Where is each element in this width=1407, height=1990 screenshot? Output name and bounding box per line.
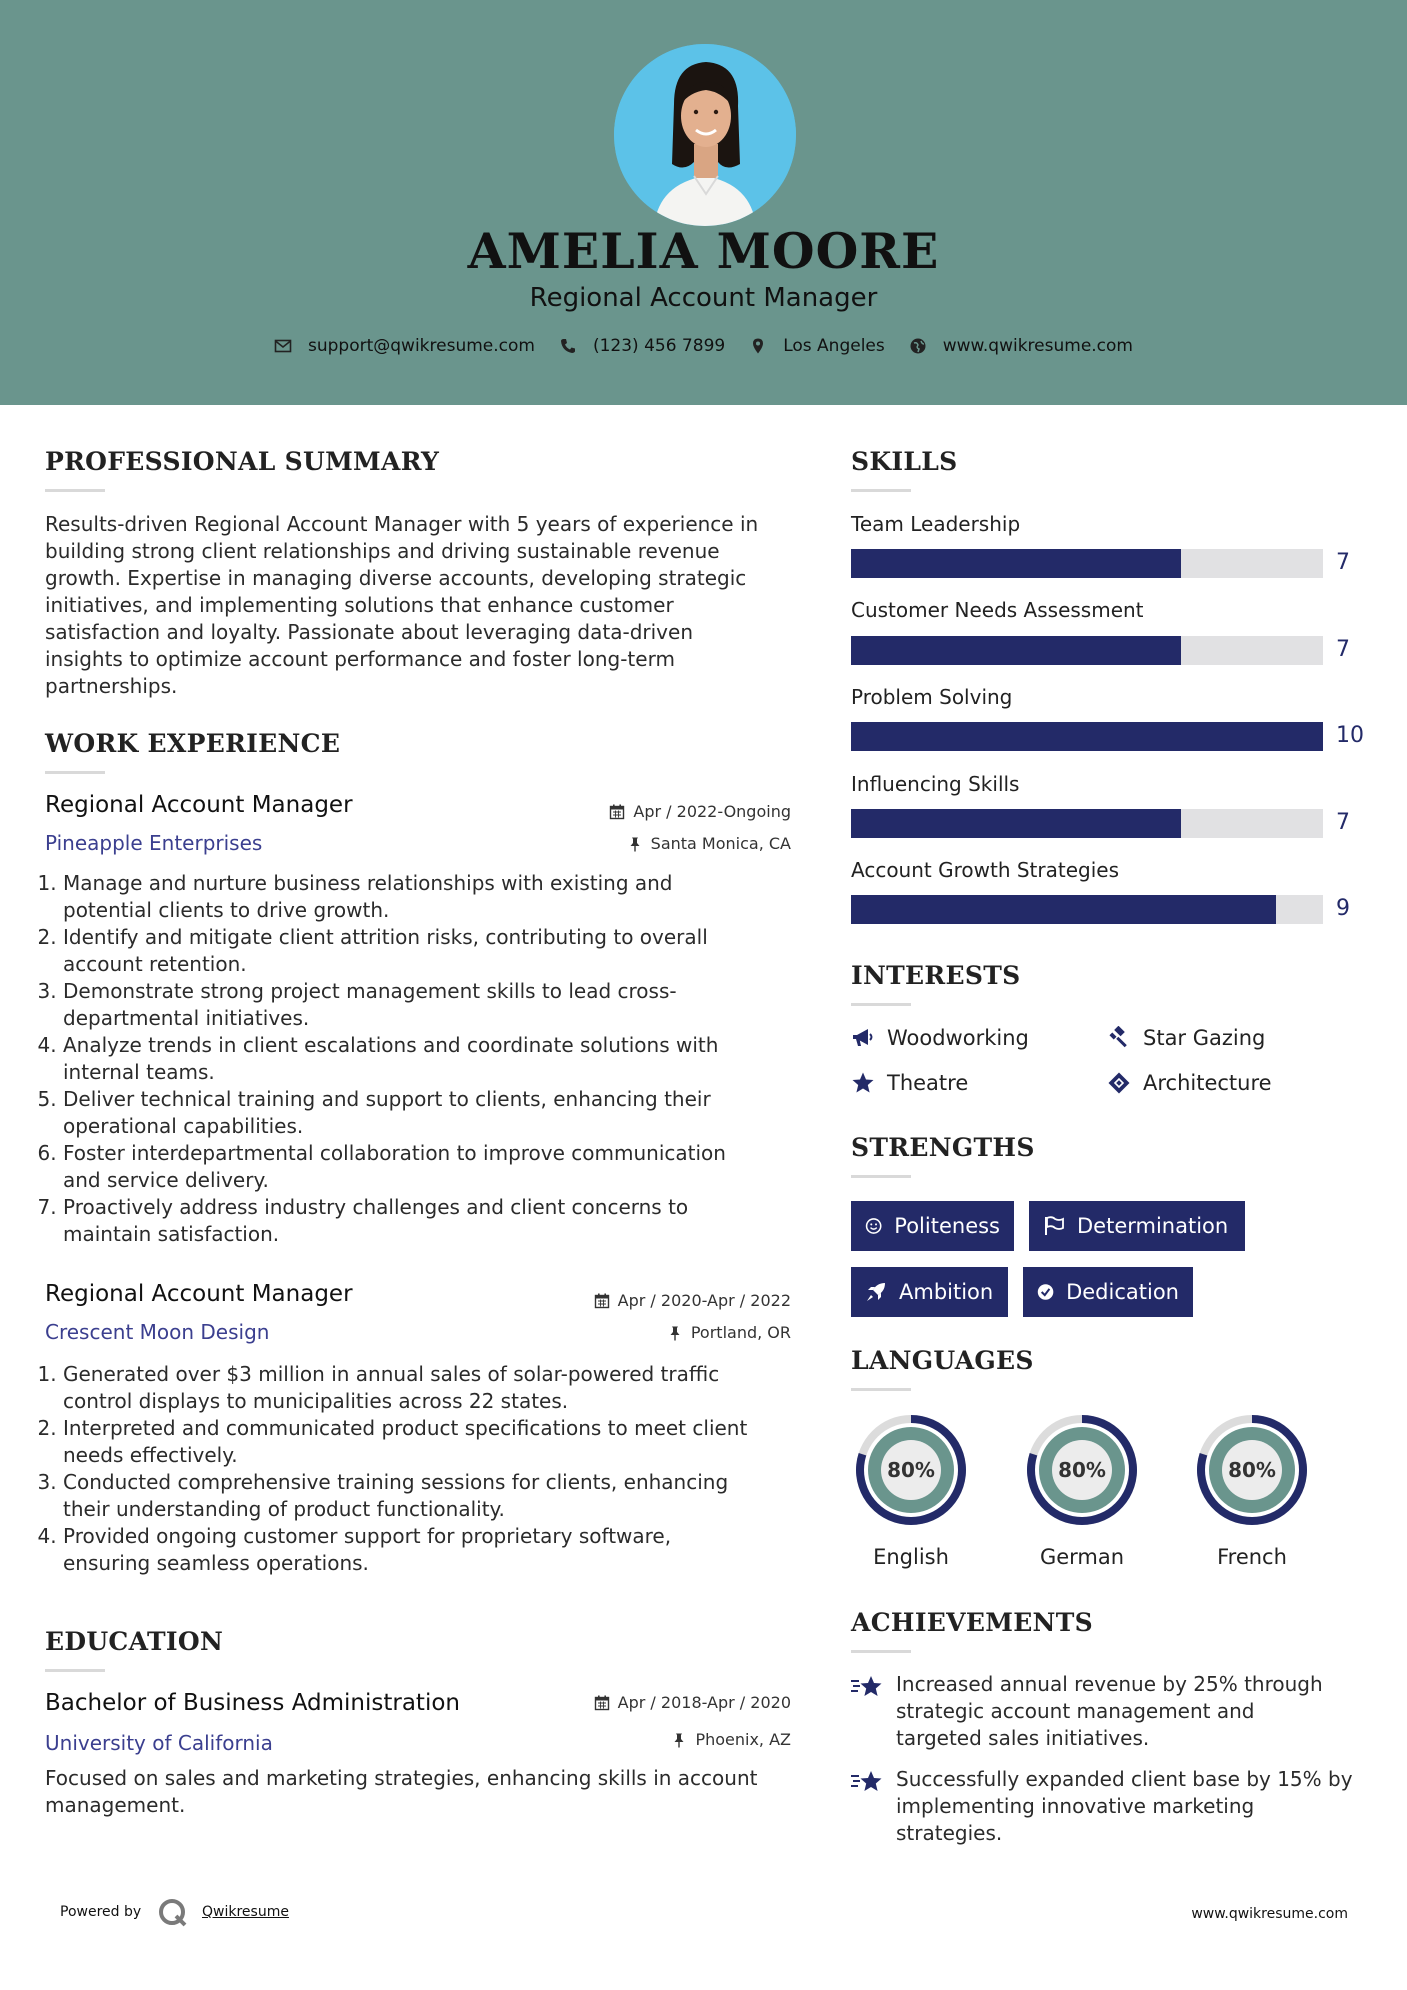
qwikresume-logo-icon[interactable] xyxy=(157,1897,189,1929)
language-gauge-graphic xyxy=(849,1408,973,1532)
summary-heading: PROFESSIONAL SUMMARY xyxy=(45,447,440,476)
skill-value: 9 xyxy=(1336,896,1350,921)
strengths-heading-rule xyxy=(851,1175,911,1178)
skill-label: Customer Needs Assessment xyxy=(851,598,1144,622)
job-location-text: Portland, OR xyxy=(690,1323,791,1342)
skill-value: 7 xyxy=(1336,810,1350,835)
contact-website[interactable] xyxy=(909,336,1133,356)
envelope-icon xyxy=(274,337,292,355)
skill-bar-fill xyxy=(851,809,1181,838)
smile-icon xyxy=(865,1215,882,1237)
language-percent: 80% xyxy=(1228,1458,1276,1482)
education-location xyxy=(500,1730,791,1749)
star-icon xyxy=(851,1071,875,1095)
duty-line: Analyze trends in client escalations and coordinate solutions with xyxy=(63,1033,719,1057)
interest-item xyxy=(1107,1071,1272,1095)
education-line: Focused on sales and marketing strategies, enhancing skills in account xyxy=(45,1766,758,1790)
interest-item xyxy=(1107,1026,1265,1050)
resume-header xyxy=(0,0,1407,405)
job-dates-text: Apr / 2020-Apr / 2022 xyxy=(617,1291,791,1310)
education-description xyxy=(45,1765,805,1819)
map-pin-icon xyxy=(749,337,767,355)
list-item xyxy=(63,870,805,924)
skills-heading: SKILLS xyxy=(851,447,958,476)
summary-line: growth. Expertise in managing diverse accounts, developing strategic xyxy=(45,566,747,590)
language-label: German xyxy=(1039,1545,1125,1569)
education-dates-text: Apr / 2018-Apr / 2020 xyxy=(617,1693,791,1712)
footer-url[interactable]: www.qwikresume.com xyxy=(1191,1906,1348,1922)
strength-badge xyxy=(1023,1267,1193,1317)
skill-bar xyxy=(851,809,1323,838)
shooting-star-icon xyxy=(850,1672,884,1702)
interest-item xyxy=(851,1026,1029,1050)
interest-label: Woodworking xyxy=(887,1026,1029,1050)
language-label: French xyxy=(1217,1545,1287,1569)
education-heading: EDUCATION xyxy=(45,1627,224,1656)
achievements-heading-rule xyxy=(851,1650,911,1653)
pushpin-icon xyxy=(667,1325,683,1341)
strength-badge xyxy=(851,1267,1008,1317)
languages-heading: LANGUAGES xyxy=(851,1346,1034,1375)
duty-line: ensuring seamless operations. xyxy=(63,1551,369,1575)
duty-line: Deliver technical training and support to clients, enhancing their xyxy=(63,1087,711,1111)
achievement-item xyxy=(896,1766,1376,1847)
duty-line: Conducted comprehensive training sessions for clients, enhancing xyxy=(63,1470,729,1494)
language-gauge-graphic xyxy=(1020,1408,1144,1532)
language-label: English xyxy=(873,1545,949,1569)
job-location-text: Santa Monica, CA xyxy=(650,834,791,853)
contact-email[interactable] xyxy=(274,336,535,356)
job-location xyxy=(500,834,791,853)
education-location-text: Phoenix, AZ xyxy=(695,1730,791,1749)
gavel-icon xyxy=(1107,1026,1131,1050)
list-item xyxy=(63,924,805,978)
shooting-star-icon xyxy=(850,1767,884,1797)
education-school: University of California xyxy=(45,1731,273,1755)
job-role: Regional Account Manager xyxy=(45,792,353,818)
education-heading-rule xyxy=(45,1669,105,1672)
interests-heading: INTERESTS xyxy=(851,961,1021,990)
duty-line: operational capabilities. xyxy=(63,1114,304,1138)
calendar-icon xyxy=(609,804,625,820)
strength-label: Determination xyxy=(1077,1214,1229,1238)
skill-bar-fill xyxy=(851,549,1181,578)
list-item xyxy=(63,1086,805,1140)
skill-bar-fill xyxy=(851,722,1323,751)
job-role: Regional Account Manager xyxy=(45,1281,353,1307)
duty-line: needs effectively. xyxy=(63,1443,238,1467)
education-degree: Bachelor of Business Administration xyxy=(45,1690,460,1716)
duty-line: Proactively address industry challenges and client concerns to xyxy=(63,1195,689,1219)
summary-line: partnerships. xyxy=(45,674,178,698)
duty-line: account retention. xyxy=(63,952,247,976)
language-percent: 80% xyxy=(1058,1458,1106,1482)
skill-bar xyxy=(851,549,1323,578)
rocket-icon xyxy=(865,1281,887,1303)
list-item xyxy=(63,978,805,1032)
list-item xyxy=(63,1032,805,1086)
interest-label: Star Gazing xyxy=(1143,1026,1266,1050)
achievement-line: targeted sales initiatives. xyxy=(896,1726,1150,1750)
interests-heading-rule xyxy=(851,1003,911,1006)
summary-line: building strong client relationships and driving sustainable revenue xyxy=(45,539,720,563)
achievements-heading: ACHIEVEMENTS xyxy=(851,1608,1093,1637)
ticket-icon xyxy=(1107,1071,1131,1095)
strength-label: Politeness xyxy=(894,1214,1000,1238)
language-gauge xyxy=(1190,1408,1314,1532)
skill-value: 7 xyxy=(1336,550,1350,575)
candidate-name: AMELIA MOORE xyxy=(467,222,940,280)
interest-label: Architecture xyxy=(1143,1071,1272,1095)
experience-heading-rule xyxy=(45,771,105,774)
duty-line: Provided ongoing customer support for proprietary software, xyxy=(63,1524,672,1548)
strength-badge xyxy=(1029,1201,1245,1251)
contact-bar xyxy=(0,336,1407,356)
list-item xyxy=(63,1469,805,1523)
language-gauge-graphic xyxy=(1190,1408,1314,1532)
contact-location xyxy=(749,336,885,356)
achievement-line: strategies. xyxy=(896,1821,1003,1845)
duty-line: Demonstrate strong project management skills to lead cross- xyxy=(63,979,677,1003)
skill-bar-fill xyxy=(851,636,1181,665)
skill-label: Team Leadership xyxy=(851,512,1021,536)
education-line: management. xyxy=(45,1793,186,1817)
phone-icon xyxy=(559,337,577,355)
pushpin-icon xyxy=(671,1732,687,1748)
list-item xyxy=(63,1415,805,1469)
duty-line: control displays to municipalities across 22 states. xyxy=(63,1389,569,1413)
achievement-line: strategic account management and xyxy=(896,1699,1255,1723)
globe-icon xyxy=(909,337,927,355)
job-duties-list xyxy=(35,1361,805,1577)
duty-line: their understanding of product functionality. xyxy=(63,1497,505,1521)
strength-badge xyxy=(851,1201,1014,1251)
skill-value: 7 xyxy=(1336,637,1350,662)
skill-bar xyxy=(851,636,1323,665)
experience-heading: WORK EXPERIENCE xyxy=(45,729,341,758)
summary-line: satisfaction and loyalty. Passionate about leveraging data-driven xyxy=(45,620,693,644)
skills-heading-rule xyxy=(851,489,911,492)
footer-brand-link[interactable]: Qwikresume xyxy=(202,1904,289,1920)
pushpin-icon xyxy=(627,836,643,852)
education-dates xyxy=(500,1693,791,1712)
profile-photo xyxy=(614,44,796,226)
list-item xyxy=(63,1140,805,1194)
flag-icon xyxy=(1043,1215,1065,1237)
duty-line: Generated over $3 million in annual sales of solar-powered traffic xyxy=(63,1362,720,1386)
duty-line: Identify and mitigate client attrition risks, contributing to overall xyxy=(63,925,708,949)
achievement-item xyxy=(896,1671,1376,1752)
strengths-heading: STRENGTHS xyxy=(851,1133,1035,1162)
contact-phone[interactable] xyxy=(559,336,725,356)
strength-label: Ambition xyxy=(899,1280,994,1304)
duty-line: and service delivery. xyxy=(63,1168,269,1192)
list-item xyxy=(63,1194,805,1248)
skill-value: 10 xyxy=(1336,723,1364,748)
calendar-icon xyxy=(594,1695,610,1711)
list-item xyxy=(63,1523,805,1577)
duty-line: departmental initiatives. xyxy=(63,1006,310,1030)
calendar-icon xyxy=(594,1293,610,1309)
languages-heading-rule xyxy=(851,1388,911,1391)
skill-label: Account Growth Strategies xyxy=(851,858,1119,882)
duty-line: internal teams. xyxy=(63,1060,215,1084)
skill-label: Problem Solving xyxy=(851,685,1013,709)
language-percent: 80% xyxy=(887,1458,935,1482)
strength-label: Dedication xyxy=(1066,1280,1179,1304)
contact-email-text: support@qwikresume.com xyxy=(308,336,535,356)
summary-line: initiatives, and implementing solutions that enhance customer xyxy=(45,593,674,617)
job-duties-list xyxy=(35,870,805,1248)
summary-line: Results-driven Regional Account Manager with 5 years of experience in xyxy=(45,512,759,536)
achievement-line: Successfully expanded client base by 15% by xyxy=(896,1767,1353,1791)
job-company: Crescent Moon Design xyxy=(45,1320,270,1344)
check-circle-icon xyxy=(1037,1281,1054,1303)
summary-line: insights to optimize account performance and foster long-term xyxy=(45,647,675,671)
duty-line: Interpreted and communicated product specifications to meet client xyxy=(63,1416,748,1440)
skill-bar-fill xyxy=(851,895,1276,924)
contact-location-text: Los Angeles xyxy=(783,336,885,356)
duty-line: Foster interdepartmental collaboration to improve communication xyxy=(63,1141,726,1165)
language-gauge xyxy=(849,1408,973,1532)
duty-line: potential clients to drive growth. xyxy=(63,898,390,922)
job-location xyxy=(500,1323,791,1342)
contact-phone-text: (123) 456 7899 xyxy=(592,336,726,356)
job-dates xyxy=(500,802,791,821)
achievement-line: Increased annual revenue by 25% through xyxy=(896,1672,1323,1696)
megaphone-icon xyxy=(851,1026,875,1050)
interest-label: Theatre xyxy=(887,1071,969,1095)
job-dates xyxy=(500,1291,791,1310)
list-item xyxy=(63,1361,805,1415)
job-dates-text: Apr / 2022-Ongoing xyxy=(633,802,791,821)
language-gauge xyxy=(1020,1408,1144,1532)
skill-label: Influencing Skills xyxy=(851,772,1020,796)
job-company: Pineapple Enterprises xyxy=(45,831,263,855)
skill-bar xyxy=(851,895,1323,924)
contact-website-text: www.qwikresume.com xyxy=(942,336,1133,356)
candidate-title: Regional Account Manager xyxy=(529,283,878,313)
summary-text xyxy=(45,511,805,700)
profile-photo-illustration xyxy=(614,44,796,226)
summary-heading-rule xyxy=(45,489,105,492)
skill-bar xyxy=(851,722,1323,751)
interest-item xyxy=(851,1071,968,1095)
duty-line: Manage and nurture business relationships with existing and xyxy=(63,871,673,895)
achievement-line: implementing innovative marketing xyxy=(896,1794,1255,1818)
duty-line: maintain satisfaction. xyxy=(63,1222,280,1246)
footer-powered-by: Powered by xyxy=(60,1904,142,1920)
